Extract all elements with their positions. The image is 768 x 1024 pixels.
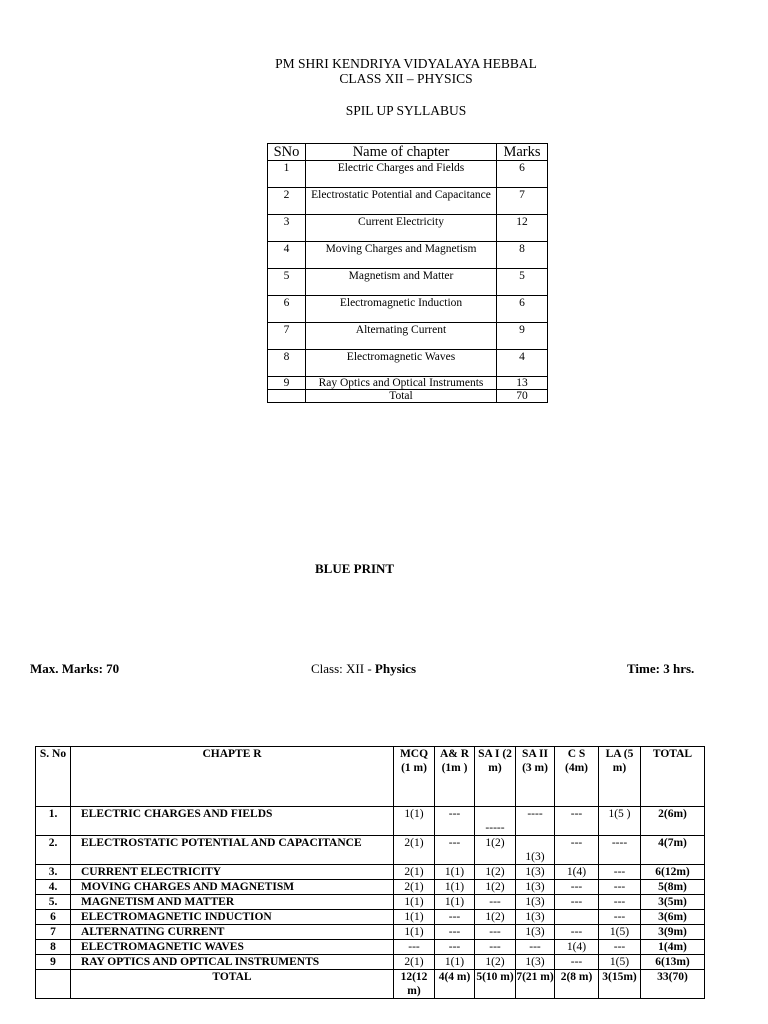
sa2-cell: 1(3) <box>516 910 555 925</box>
total-cell: 1(4m) <box>641 940 705 955</box>
total-cell: 3(6m) <box>641 910 705 925</box>
table-row <box>268 323 548 350</box>
col-sno: S. No <box>36 747 71 807</box>
mcq-cell: 2(1) <box>394 880 435 895</box>
chapter-cell: Magnetism and Matter <box>306 269 497 296</box>
cs-cell: --- <box>555 895 599 910</box>
marks-cell: 13 <box>497 377 548 390</box>
la-cell: 1(5) <box>599 925 641 940</box>
table-row <box>36 880 705 895</box>
sa2-cell: 1(3) <box>516 865 555 880</box>
cs-cell: --- <box>555 925 599 940</box>
cs-cell: 1(4) <box>555 940 599 955</box>
cs-total: 2(8 m) <box>555 970 599 999</box>
cs-cell: --- <box>555 955 599 970</box>
school-name: PM SHRI KENDRIYA VIDYALAYA HEBBAL <box>275 56 537 71</box>
table-row <box>268 161 548 188</box>
sno-cell: 1. <box>36 807 71 836</box>
sno-cell: 7 <box>268 323 306 350</box>
col-cs: C S (4m) <box>555 747 599 807</box>
blueprint-total-row <box>36 970 705 999</box>
mcq-cell: 1(1) <box>394 895 435 910</box>
chapter-cell: Electric Charges and Fields <box>306 161 497 188</box>
sno-cell: 7 <box>36 925 71 940</box>
ar-cell: --- <box>435 925 475 940</box>
chapter-cell: ELECTROSTATIC POTENTIAL AND CAPACITANCE <box>71 836 394 865</box>
total-marks: 70 <box>497 390 548 403</box>
table-row <box>36 910 705 925</box>
sa2-total: 7(21 m) <box>516 970 555 999</box>
la-cell: 1(5 ) <box>599 807 641 836</box>
cs-cell: --- <box>555 880 599 895</box>
sno-cell: 9 <box>268 377 306 390</box>
chapter-cell: ELECTROMAGNETIC INDUCTION <box>71 910 394 925</box>
chapter-cell: MAGNETISM AND MATTER <box>71 895 394 910</box>
la-cell: --- <box>599 895 641 910</box>
sno-cell: 3 <box>268 215 306 242</box>
col-marks: Marks <box>497 144 548 161</box>
total-cell: 3(5m) <box>641 895 705 910</box>
sno-cell: 3. <box>36 865 71 880</box>
la-cell: 1(5) <box>599 955 641 970</box>
mcq-total: 12(12 m) <box>394 970 435 999</box>
col-ar: A& R (1m ) <box>435 747 475 807</box>
total-label: Total <box>306 390 497 403</box>
table-row <box>36 925 705 940</box>
total-label: TOTAL <box>71 970 394 999</box>
col-total: TOTAL <box>641 747 705 807</box>
chapter-cell: ELECTROMAGNETIC WAVES <box>71 940 394 955</box>
empty-cell <box>36 970 71 999</box>
table-row <box>36 807 705 836</box>
table-row <box>36 865 705 880</box>
col-sno: SNo <box>268 144 306 161</box>
chapter-cell: Electromagnetic Induction <box>306 296 497 323</box>
sa2-cell: 1(3) <box>516 880 555 895</box>
cs-cell: --- <box>555 836 599 865</box>
chapter-cell: ELECTRIC CHARGES AND FIELDS <box>71 807 394 836</box>
cs-cell: --- <box>555 807 599 836</box>
total-cell: 4(7m) <box>641 836 705 865</box>
sno-cell: 8 <box>36 940 71 955</box>
total-cell: 6(13m) <box>641 955 705 970</box>
class-line: CLASS XII – PHYSICS <box>339 71 473 86</box>
marks-cell: 6 <box>497 161 548 188</box>
chapter-cell: RAY OPTICS AND OPTICAL INSTRUMENTS <box>71 955 394 970</box>
syllabus-header-row <box>268 144 548 161</box>
mcq-cell: 2(1) <box>394 955 435 970</box>
table-row <box>268 242 548 269</box>
chapter-cell: CURRENT ELECTRICITY <box>71 865 394 880</box>
chapter-cell: ALTERNATING CURRENT <box>71 925 394 940</box>
marks-cell: 5 <box>497 269 548 296</box>
ar-cell: 1(1) <box>435 895 475 910</box>
syllabus-total-row <box>268 390 548 403</box>
table-row <box>36 895 705 910</box>
sa2-cell: 1(3) <box>516 925 555 940</box>
la-cell: --- <box>599 880 641 895</box>
cs-cell <box>555 910 599 925</box>
ar-cell: --- <box>435 940 475 955</box>
sno-cell: 5 <box>268 269 306 296</box>
mcq-cell: 2(1) <box>394 865 435 880</box>
marks-cell: 9 <box>497 323 548 350</box>
sno-cell: 4 <box>268 242 306 269</box>
table-row <box>268 377 548 390</box>
blueprint-table <box>35 746 705 999</box>
sno-cell: 8 <box>268 350 306 377</box>
sa2-cell: --- <box>516 940 555 955</box>
sno-cell: 9 <box>36 955 71 970</box>
sa1-cell: --- <box>475 940 516 955</box>
marks-cell: 12 <box>497 215 548 242</box>
time-allowed: Time: 3 hrs. <box>627 661 695 676</box>
ar-cell: --- <box>435 910 475 925</box>
chapter-cell: MOVING CHARGES AND MAGNETISM <box>71 880 394 895</box>
la-cell: --- <box>599 910 641 925</box>
ar-cell: 1(1) <box>435 880 475 895</box>
total-cell: 3(9m) <box>641 925 705 940</box>
total-cell: 2(6m) <box>641 807 705 836</box>
marks-cell: 7 <box>497 188 548 215</box>
total-cell: 5(8m) <box>641 880 705 895</box>
sa1-cell: 1(2) <box>475 955 516 970</box>
col-mcq: MCQ (1 m) <box>394 747 435 807</box>
sa2-cell: 1(3) <box>516 836 555 865</box>
sno-cell: 2 <box>268 188 306 215</box>
blueprint-title: BLUE PRINT <box>315 561 395 576</box>
sa2-cell: 1(3) <box>516 955 555 970</box>
chapter-cell: Alternating Current <box>306 323 497 350</box>
col-la: LA (5 m) <box>599 747 641 807</box>
syllabus-table <box>267 143 548 403</box>
col-sa1: SA I (2 m) <box>475 747 516 807</box>
table-row <box>268 296 548 323</box>
sa1-cell: 1(2) <box>475 865 516 880</box>
marks-cell: 4 <box>497 350 548 377</box>
class-subject: Physics <box>374 661 417 676</box>
table-row <box>36 836 705 865</box>
marks-cell: 8 <box>497 242 548 269</box>
sa2-cell: 1(3) <box>516 895 555 910</box>
marks-cell: 6 <box>497 296 548 323</box>
table-row <box>36 955 705 970</box>
la-cell: ---- <box>599 836 641 865</box>
max-marks: Max. Marks: 70 <box>30 661 120 676</box>
total-cell: 6(12m) <box>641 865 705 880</box>
blueprint-header-row <box>36 747 705 807</box>
ar-cell: 1(1) <box>435 955 475 970</box>
sno-cell: 2. <box>36 836 71 865</box>
ar-cell: --- <box>435 807 475 836</box>
col-chapter: CHAPTE R <box>71 747 394 807</box>
mcq-cell: 1(1) <box>394 910 435 925</box>
table-row <box>268 350 548 377</box>
table-row <box>268 269 548 296</box>
empty-cell <box>268 390 306 403</box>
sa1-cell: ----- <box>475 807 516 836</box>
chapter-cell: Current Electricity <box>306 215 497 242</box>
chapter-cell: Ray Optics and Optical Instruments <box>306 377 497 390</box>
grand-total: 33(70) <box>641 970 705 999</box>
ar-total: 4(4 m) <box>435 970 475 999</box>
sno-cell: 5. <box>36 895 71 910</box>
table-row <box>268 215 548 242</box>
la-total: 3(15m) <box>599 970 641 999</box>
ar-cell: 1(1) <box>435 865 475 880</box>
col-sa2: SA II (3 m) <box>516 747 555 807</box>
sno-cell: 6 <box>36 910 71 925</box>
sa1-cell: 1(2) <box>475 910 516 925</box>
sno-cell: 6 <box>268 296 306 323</box>
chapter-cell: Electromagnetic Waves <box>306 350 497 377</box>
sa1-cell: --- <box>475 925 516 940</box>
sa1-total: 5(10 m) <box>475 970 516 999</box>
ar-cell: --- <box>435 836 475 865</box>
mcq-cell: 1(1) <box>394 807 435 836</box>
col-chapter-name: Name of chapter <box>306 144 497 161</box>
sno-cell: 1 <box>268 161 306 188</box>
mcq-cell: 1(1) <box>394 925 435 940</box>
mcq-cell: --- <box>394 940 435 955</box>
sa1-cell: --- <box>475 895 516 910</box>
class-prefix: Class: XII - <box>311 661 375 676</box>
sa1-cell: 1(2) <box>475 880 516 895</box>
syllabus-subtitle: SPIL UP SYLLABUS <box>345 103 467 118</box>
sa1-cell: 1(2) <box>475 836 516 865</box>
mcq-cell: 2(1) <box>394 836 435 865</box>
chapter-cell: Moving Charges and Magnetism <box>306 242 497 269</box>
la-cell: --- <box>599 940 641 955</box>
cs-cell: 1(4) <box>555 865 599 880</box>
la-cell: --- <box>599 865 641 880</box>
sa2-cell: ---- <box>516 807 555 836</box>
table-row <box>36 940 705 955</box>
sno-cell: 4. <box>36 880 71 895</box>
table-row <box>268 188 548 215</box>
chapter-cell: Electrostatic Potential and Capacitance <box>306 188 497 215</box>
class-info <box>311 661 416 677</box>
